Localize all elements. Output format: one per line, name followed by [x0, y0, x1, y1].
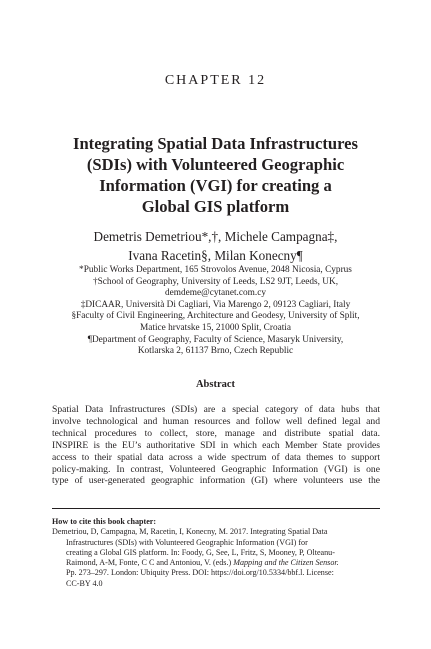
chapter-title: [40, 133, 391, 217]
affiliation-line: Matice hrvatske 15, 21000 Split, Croatia: [139, 322, 292, 333]
citation-heading: How to cite this book chapter:: [52, 517, 157, 526]
title-line: Global GIS platform: [141, 197, 290, 216]
author-line: Ivana Racetin§, Milan Konecny¶: [128, 248, 303, 263]
book-title: Mapping and the Citizen Sensor.: [233, 558, 339, 568]
citation-line: Demetriou, D, Campagna, M, Racetin, I, Konecny, M. 2017. Integrating Spatial Data: [52, 527, 328, 537]
abstract-line: involve technological and human resources and follow well defined legal and: [52, 415, 380, 427]
citation-line: Pp. 273–297. London: Ubiquity Press. DOI: https://doi.org/10.5334/bbf.l. License:: [66, 568, 334, 578]
abstract-line: INSPIRE is the EU’s authoritative SDI in which each Member State provides: [52, 439, 380, 451]
affiliation-line: ‡DICAAR, Università Di Cagliari, Via Marengo 2, 09123 Cagliari, Italy: [80, 299, 351, 310]
citation-line: Infrastructures (SDIs) with Volunteered Geographic Information (VGI) for: [66, 537, 308, 547]
citation-line: CC-BY 4.0: [66, 578, 103, 588]
affiliation-line: ¶Department of Geography, Faculty of Science, Masaryk University,: [87, 334, 344, 345]
affiliations: [30, 265, 401, 358]
citation-text: Raimond, A-M, Fonte, C C and Antoniou, V. (eds.): [66, 558, 234, 568]
title-line: (SDIs) with Volunteered Geographic: [86, 155, 345, 174]
abstract-line: type of user-generated geographic information (GI) where volunteers use the: [52, 475, 380, 487]
citation-block: [52, 517, 380, 589]
abstract-line: Spatial Data Infrastructures (SDIs) are a special category of data hubs that: [52, 404, 380, 415]
citation-line: [52, 558, 380, 568]
abstract-line: access to their spatial data across a wide spectrum of data themes to support: [52, 451, 380, 463]
abstract-body: [52, 404, 380, 487]
affiliation-line: §Faculty of Civil Engineering, Architecture and Geodesy, University of Split,: [71, 311, 360, 322]
affiliation-line: Kotlarska 2, 61137 Brno, Czech Republic: [137, 346, 294, 357]
title-line: Information (VGI) for creating a: [99, 176, 332, 195]
affiliation-line: †School of Geography, University of Leeds, LS2 9JT, Leeds, UK,: [92, 276, 339, 287]
affiliation-line: *Public Works Department, 165 Strovolos Avenue, 2048 Nicosia, Cyprus: [79, 265, 352, 275]
abstract-heading: Abstract: [195, 379, 236, 390]
author-line: Demetris Demetriou*,†, Michele Campagna‡,: [93, 229, 338, 244]
citation-line: creating a Global GIS platform. In: Foody, G, See, L, Fritz, S, Mooney, P, Olteanu-: [66, 547, 335, 557]
title-line: Integrating Spatial Data Infrastructures: [72, 134, 358, 153]
footer-divider: [52, 508, 380, 509]
abstract-line: policy-making. In contrast, Volunteered Geographic Information (VGI) is one: [52, 463, 380, 475]
affiliation-email: demdeme@cytanet.com.cy: [165, 288, 266, 299]
author-list: [30, 227, 401, 265]
abstract-line: technical procedures to collect, store, manage and distribute spatial data.: [52, 427, 380, 439]
chapter-label: CHAPTER 12: [164, 73, 267, 88]
